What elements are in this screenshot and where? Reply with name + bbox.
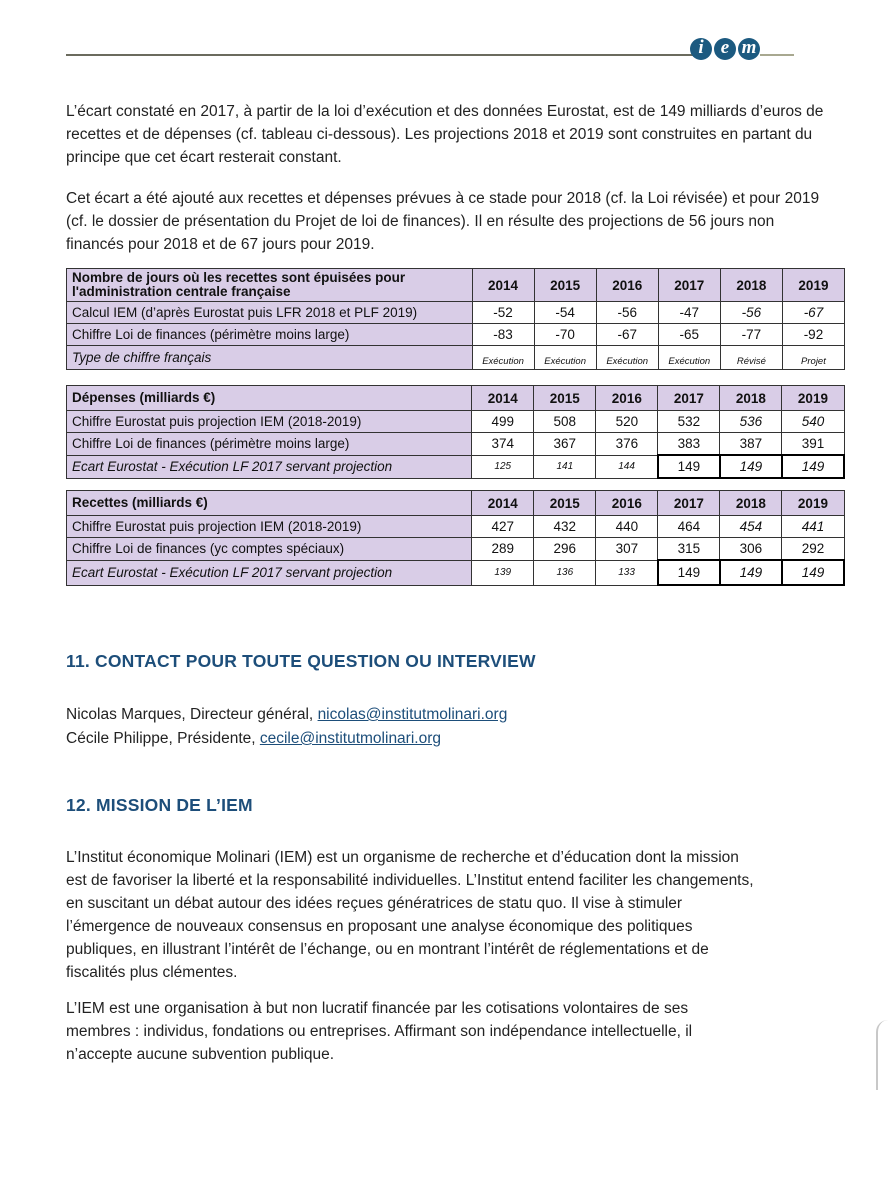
year-header: 2016 [596,269,658,302]
year-header: 2014 [472,491,534,516]
row-label: Chiffre Eurostat puis projection IEM (2018-2019) [67,516,472,538]
row-label: Chiffre Loi de finances (périmètre moins large) [67,433,472,456]
cell: -65 [658,324,720,346]
year-header: 2015 [534,491,596,516]
cell: 508 [534,411,596,433]
cell: Projet [782,346,844,370]
header-rule [66,54,694,56]
contact-section-title: 11. CONTACT POUR TOUTE QUESTION OU INTERVIEW [66,651,536,671]
text-line: L’Institut économique Molinari (IEM) est un organisme de recherche et d’éducation dont la mission [66,849,739,866]
email-link-cecile[interactable]: cecile@institutmolinari.org [259,730,441,747]
row-label: Ecart Eurostat - Exécution LF 2017 servant projection [67,560,472,585]
cell: -92 [782,324,844,346]
year-header: 2016 [596,386,658,411]
logo-letter: i [690,38,712,60]
cell: -52 [472,302,534,324]
cell: 499 [472,411,534,433]
cell: 296 [534,538,596,561]
cell: 125 [472,455,534,478]
year-header: 2017 [658,269,720,302]
cell: 427 [472,516,534,538]
cell: Révisé [720,346,782,370]
iem-logo [690,38,760,60]
mission-section-title: 12. MISSION DE L’IEM [66,795,253,815]
table-row [67,346,845,370]
cell: 307 [596,538,658,561]
mission-paragraph-2 [66,997,826,1066]
contact-line-1 [66,703,826,726]
row-label: Calcul IEM (d’après Eurostat puis LFR 2018 et PLF 2019) [67,302,473,324]
text-line: est de favoriser la liberté et la responsabilité individuelles. L’Institut entend faciliter les changements, [66,872,754,889]
cell: 133 [596,560,658,585]
year-header: 2015 [534,386,596,411]
cell: 306 [720,538,782,561]
intro-paragraph-2: Cet écart a été ajouté aux recettes et dépenses prévues à ce stade pour 2018 (cf. la Loi révisée) et pour 2019 (cf. le dossier de présentation du Projet de loi de finances). Il en résulte des projections de 56 jours non financés pour 2018 et de 67 jours pour 2019. [66,190,820,253]
cell: 440 [596,516,658,538]
row-label: Chiffre Loi de finances (périmètre moins large) [67,324,473,346]
table-depenses [66,385,845,479]
cell: 367 [534,433,596,456]
cell: Exécution [534,346,596,370]
table-row [67,516,845,538]
cell: 391 [782,433,844,456]
year-header: 2018 [720,269,782,302]
cell: 374 [472,433,534,456]
mission-paragraph-1 [66,846,826,984]
cell: 315 [658,538,720,561]
cell: 383 [658,433,720,456]
year-header: 2018 [720,386,782,411]
table-header-label: Recettes (milliards €) [67,491,472,516]
cell: -77 [720,324,782,346]
table-header-label: Nombre de jours où les recettes sont épuisées pour l'administration centrale française [67,269,473,302]
table-header-row [67,269,845,302]
table-header-row [67,386,845,411]
row-label: Chiffre Loi de finances (yc comptes spéciaux) [67,538,472,561]
year-header: 2016 [596,491,658,516]
year-header: 2017 [658,386,720,411]
year-header: 2019 [782,386,844,411]
cell: Exécution [658,346,720,370]
cell: Exécution [472,346,534,370]
logo-letter: m [738,38,760,60]
year-header: 2017 [658,491,720,516]
cell: 464 [658,516,720,538]
cell: 149 [720,455,782,478]
page-curl-edge [876,1020,894,1090]
text-line: n’accepte aucune subvention publique. [66,1046,335,1063]
cell: 454 [720,516,782,538]
cell: -67 [782,302,844,324]
cell: 540 [782,411,844,433]
text-line: l’émergence de nouveaux consensus en proposant une analyse économique des politiques [66,918,693,935]
cell: 289 [472,538,534,561]
table-header-row [67,491,845,516]
cell: -67 [596,324,658,346]
text-line: publiques, en illustrant l’intérêt de l’échange, ou en montrant l’intérêt de réglementations et de [66,941,709,958]
table-row [67,560,845,585]
cell: 536 [720,411,782,433]
year-header: 2019 [782,491,844,516]
cell: 149 [658,455,720,478]
table-row [67,455,845,478]
cell: -56 [596,302,658,324]
year-header: 2014 [472,386,534,411]
email-link-nicolas[interactable]: nicolas@institutmolinari.org [317,706,508,723]
table-row [67,433,845,456]
cell: -70 [534,324,596,346]
cell: 139 [472,560,534,585]
table-jours [66,268,845,370]
cell: 149 [658,560,720,585]
cell: -54 [534,302,596,324]
cell: Exécution [596,346,658,370]
year-header: 2018 [720,491,782,516]
cell: 141 [534,455,596,478]
cell: 144 [596,455,658,478]
table-row [67,411,845,433]
table-row [67,302,845,324]
table-header-label: Dépenses (milliards €) [67,386,472,411]
cell: -83 [472,324,534,346]
year-header: 2014 [472,269,534,302]
row-label: Ecart Eurostat - Exécution LF 2017 servant projection [67,455,472,478]
text-line: L’IEM est une organisation à but non lucratif financée par les cotisations volontaires de ses [66,1000,689,1017]
table-row [67,324,845,346]
cell: 387 [720,433,782,456]
text-line: fiscalités plus clémentes. [66,964,238,981]
logo-letter: e [714,38,736,60]
cell: 149 [720,560,782,585]
cell: 292 [782,538,844,561]
cell: 441 [782,516,844,538]
cell: 136 [534,560,596,585]
text-line: en suscitant un débat autour des idées reçues génératrices de statu quo. Il vise à stimuler [66,895,683,912]
text-line: membres : individus, fondations ou entreprises. Affirmant son indépendance intellectuelle, il [66,1023,693,1040]
year-header: 2015 [534,269,596,302]
cell: 376 [596,433,658,456]
cell: 432 [534,516,596,538]
header-rule-tail [760,54,794,56]
cell: 149 [782,560,844,585]
table-row [67,538,845,561]
year-header: 2019 [782,269,844,302]
cell: -56 [720,302,782,324]
cell: 520 [596,411,658,433]
contact-line-2 [66,727,826,750]
row-label: Chiffre Eurostat puis projection IEM (2018-2019) [67,411,472,433]
contact-name-2: Cécile Philippe, Présidente, [66,730,260,747]
cell: 149 [782,455,844,478]
cell: 532 [658,411,720,433]
cell: -47 [658,302,720,324]
table-recettes [66,490,845,586]
contact-name-1: Nicolas Marques, Directeur général, [66,706,318,723]
intro-paragraph-1: L’écart constaté en 2017, à partir de la loi d’exécution et des données Eurostat, est de 149 milliards d’euros de recettes et de dépenses (cf. tableau ci-dessous). Les projections 2018 et 2019 sont construites en partant du principe que cet écart resterait constant. [66,103,824,166]
row-label: Type de chiffre français [67,346,473,370]
